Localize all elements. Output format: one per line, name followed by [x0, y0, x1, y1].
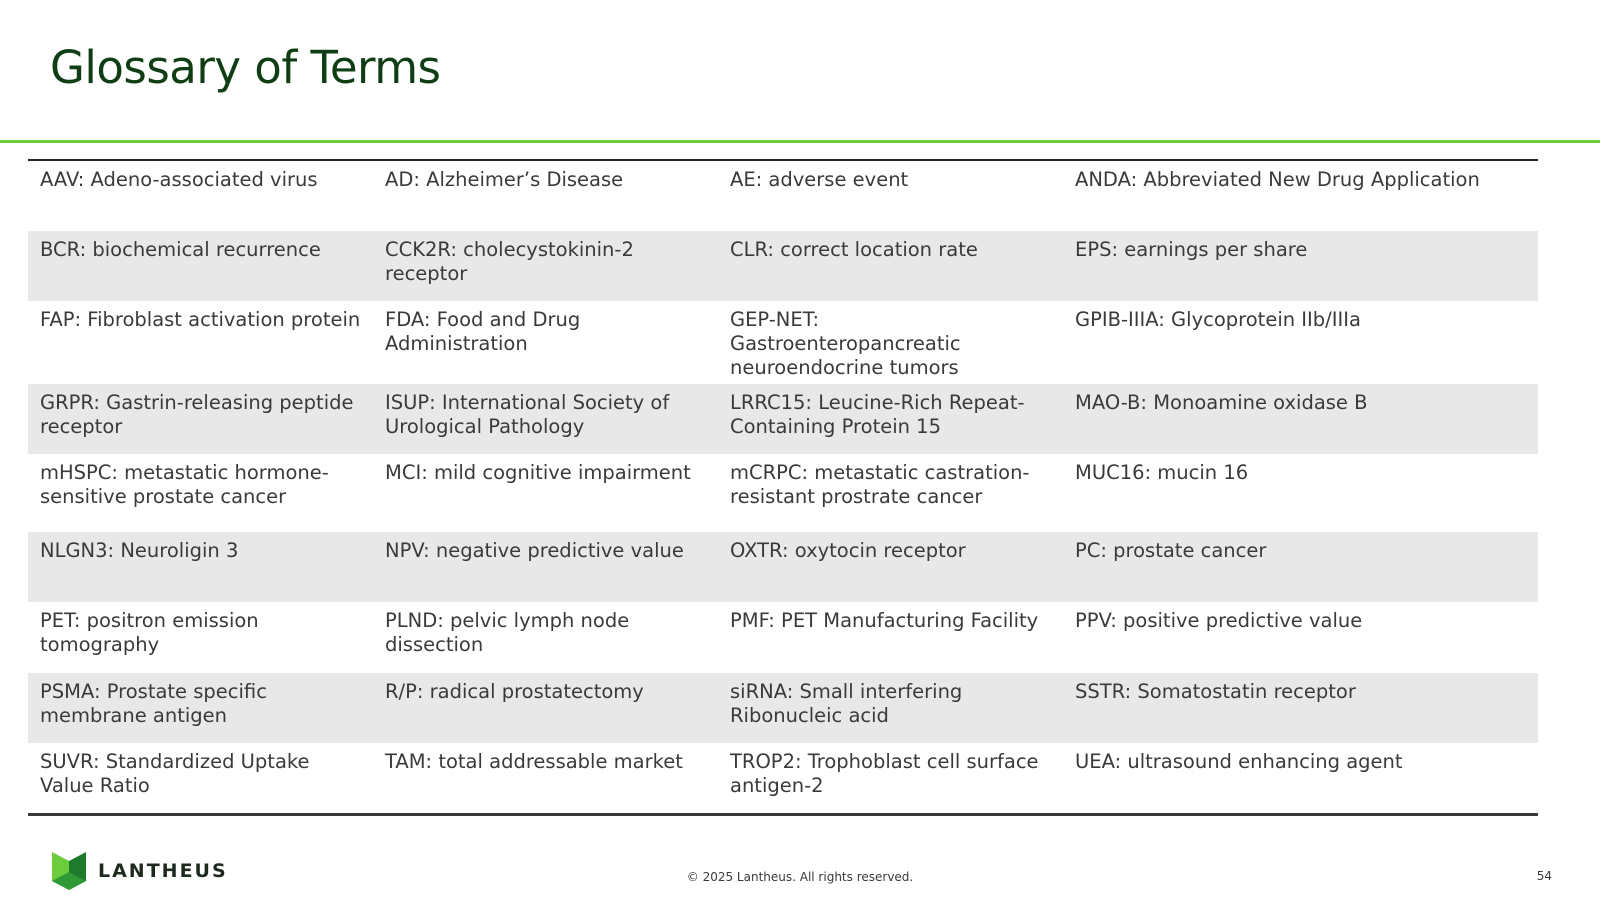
glossary-term: PET: positron emission tomography — [40, 609, 259, 656]
copyright-notice: © 2025 Lantheus. All rights reserved. — [686, 870, 914, 884]
glossary-row — [28, 231, 1538, 301]
glossary-term: TAM: total addressable market — [385, 750, 683, 773]
glossary-term: PLND: pelvic lymph node dissection — [385, 609, 630, 656]
title-accent-rule — [0, 140, 1600, 143]
glossary-row — [28, 532, 1538, 602]
glossary-row — [28, 384, 1538, 454]
glossary-term: OXTR: oxytocin receptor — [730, 539, 966, 562]
glossary-term: PC: prostate cancer — [1075, 539, 1267, 562]
glossary-term: MUC16: mucin 16 — [1075, 461, 1249, 484]
glossary-term: TROP2: Trophoblast cell surface antigen-2 — [730, 750, 1039, 797]
glossary-row — [28, 743, 1538, 813]
glossary-row — [28, 454, 1538, 532]
glossary-term: BCR: biochemical recurrence — [40, 238, 321, 261]
glossary-term: FDA: Food and Drug Administration — [385, 308, 581, 355]
glossary-table — [28, 159, 1538, 816]
glossary-term: GEP-NET: Gastroenteropancreatic neuroendocrine tumors — [730, 308, 961, 379]
glossary-term: LRRC15: Leucine-Rich Repeat-Containing Protein 15 — [730, 391, 1025, 438]
glossary-term: GPIB-IIIA: Glycoprotein IIb/IIIa — [1075, 308, 1361, 331]
glossary-term: PMF: PET Manufacturing Facility — [730, 609, 1039, 632]
glossary-row — [28, 301, 1538, 384]
glossary-row — [28, 673, 1538, 743]
glossary-term: FAP: Fibroblast activation protein — [40, 308, 361, 331]
glossary-term: EPS: earnings per share — [1075, 238, 1308, 261]
glossary-term: PSMA: Prostate specific membrane antigen — [40, 680, 267, 727]
glossary-term: siRNA: Small interfering Ribonucleic acid — [730, 680, 963, 727]
glossary-term: AD: Alzheimer’s Disease — [385, 168, 624, 191]
page-title: Glossary of Terms — [50, 41, 441, 94]
glossary-row — [28, 161, 1538, 231]
glossary-term: PPV: positive predictive value — [1075, 609, 1363, 632]
glossary-row — [28, 602, 1538, 673]
glossary-term: ANDA: Abbreviated New Drug Application — [1075, 168, 1480, 191]
glossary-term: SUVR: Standardized Uptake Value Ratio — [40, 750, 310, 797]
logo-wordmark: LANTHEUS — [98, 860, 228, 882]
glossary-term: CCK2R: cholecystokinin-2 receptor — [385, 238, 634, 285]
glossary-term: ISUP: International Society of Urological Pathology — [385, 391, 670, 438]
glossary-term: mCRPC: metastatic castration-resistant prostrate cancer — [730, 461, 1030, 508]
glossary-term: MCI: mild cognitive impairment — [385, 461, 691, 484]
page-number: 54 — [1536, 869, 1552, 883]
glossary-term: MAO-B: Monoamine oxidase B — [1075, 391, 1368, 414]
glossary-term: CLR: correct location rate — [730, 238, 978, 261]
glossary-term: NLGN3: Neuroligin 3 — [40, 539, 239, 562]
glossary-term: SSTR: Somatostatin receptor — [1075, 680, 1356, 703]
glossary-term: R/P: radical prostatectomy — [385, 680, 644, 703]
glossary-term: GRPR: Gastrin-releasing peptide receptor — [40, 391, 354, 438]
glossary-term: AAV: Adeno-associated virus — [40, 168, 318, 191]
glossary-term: mHSPC: metastatic hormone-sensitive prostate cancer — [40, 461, 329, 508]
glossary-term: UEA: ultrasound enhancing agent — [1075, 750, 1403, 773]
glossary-term: AE: adverse event — [730, 168, 909, 191]
glossary-term: NPV: negative predictive value — [385, 539, 684, 562]
